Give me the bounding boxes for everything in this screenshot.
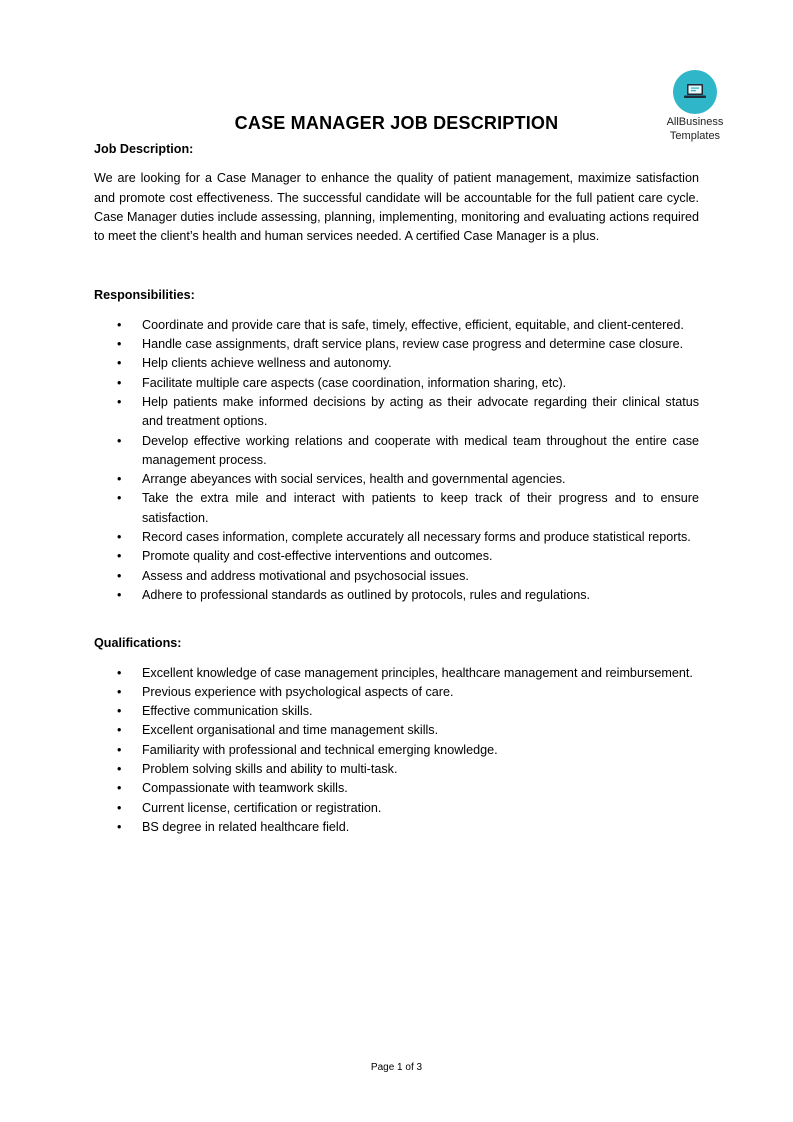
responsibility-item	[94, 586, 699, 605]
bullet-icon: •	[117, 491, 122, 506]
qualification-item-text: Previous experience with psychological aspects of care.	[142, 684, 454, 699]
bullet-icon: •	[117, 433, 122, 448]
responsibility-item	[94, 374, 699, 393]
responsibility-item-text: Develop effective working relations and cooperate with medical team throughout the entire case management process.	[142, 433, 699, 467]
responsibility-item	[94, 432, 699, 471]
qualification-item	[94, 702, 699, 721]
page-title: CASE MANAGER JOB DESCRIPTION	[234, 113, 559, 133]
qualification-item	[94, 818, 699, 837]
bullet-icon: •	[117, 337, 122, 352]
responsibility-item	[94, 547, 699, 566]
bullet-icon: •	[117, 568, 122, 583]
bullet-icon: •	[117, 356, 122, 371]
responsibility-item-text: Coordinate and provide care that is safe, timely, effective, efficient, equitable, and client-centered.	[142, 317, 684, 332]
qualification-item-text: Problem solving skills and ability to multi-task.	[142, 762, 398, 777]
qualification-item	[94, 799, 699, 818]
qualification-item-text: Current license, certification or registration.	[142, 800, 382, 815]
responsibility-item-text: Assess and address motivational and psychosocial issues.	[142, 568, 469, 583]
qualifications-heading: Qualifications:	[94, 636, 182, 651]
responsibility-item-text: Help patients make informed decisions by acting as their advocate regarding their clinical status and treatment options.	[142, 394, 699, 429]
qualification-item-text: Compassionate with teamwork skills.	[142, 781, 348, 796]
responsibility-item	[94, 489, 699, 528]
logo-text-line1: AllBusiness	[666, 116, 724, 128]
bullet-icon: •	[117, 684, 122, 699]
document-body	[94, 140, 699, 837]
responsibility-item	[94, 470, 699, 489]
responsibility-item	[94, 393, 699, 432]
responsibility-item	[94, 316, 699, 335]
logo-text-line2: Templates	[669, 130, 721, 142]
responsibility-item-text: Promote quality and cost-effective interventions and outcomes.	[142, 549, 493, 564]
bullet-icon: •	[117, 704, 122, 719]
bullet-icon: •	[117, 723, 122, 738]
responsibility-item	[94, 354, 699, 373]
qualification-item	[94, 721, 699, 740]
qualification-item-text: Excellent organisational and time management skills.	[142, 723, 439, 738]
bullet-icon: •	[117, 665, 122, 680]
bullet-icon: •	[117, 762, 122, 777]
bullet-icon: •	[117, 317, 122, 332]
qualification-item	[94, 664, 699, 683]
responsibility-item-text: Help clients achieve wellness and autonomy.	[142, 356, 392, 371]
qualification-item-text: BS degree in related healthcare field.	[142, 819, 350, 834]
bullet-icon: •	[117, 472, 122, 487]
bullet-icon: •	[117, 549, 122, 564]
laptop-icon	[684, 83, 706, 100]
bullet-icon: •	[117, 800, 122, 815]
logo-circle	[673, 70, 717, 114]
responsibility-item	[94, 567, 699, 586]
responsibility-item-text: Record cases information, complete accurately all necessary forms and produce statistical reports.	[142, 530, 691, 545]
bullet-icon: •	[117, 530, 122, 545]
bullet-icon: •	[117, 587, 122, 602]
bullet-icon: •	[117, 781, 122, 796]
qualification-item	[94, 760, 699, 779]
responsibility-item-text: Facilitate multiple care aspects (case coordination, information sharing, etc).	[142, 375, 567, 390]
qualification-item	[94, 779, 699, 798]
responsibility-item-text: Arrange abeyances with social services, health and governmental agencies.	[142, 472, 566, 487]
qualification-item-text: Familiarity with professional and technical emerging knowledge.	[142, 742, 498, 757]
responsibilities-list	[94, 316, 699, 605]
responsibility-item-text: Adhere to professional standards as outlined by protocols, rules and regulations.	[142, 587, 591, 602]
qualification-item-text: Excellent knowledge of case management principles, healthcare management and reimbursement.	[142, 665, 693, 680]
qualification-item	[94, 741, 699, 760]
page-footer: Page 1 of 3	[370, 1062, 423, 1073]
responsibility-item	[94, 528, 699, 547]
responsibilities-heading: Responsibilities:	[94, 288, 195, 303]
bullet-icon: •	[117, 394, 122, 409]
job-description-text: We are looking for a Case Manager to enhance the quality of patient management, maximize satisfaction and promote cost effectiveness. The successful candidate will be accountable for the full patient care cycle. Case Manager duties include assessing, planning, implementing, monitoring and evaluating actions required to meet the client’s health and human services needed. A certified Case Manager is a plus.	[94, 171, 699, 244]
qualification-item	[94, 683, 699, 702]
bullet-icon: •	[117, 375, 122, 390]
responsibility-item-text: Take the extra mile and interact with patients to keep track of their progress and to ensure satisfaction.	[142, 491, 699, 525]
bullet-icon: •	[117, 742, 122, 757]
responsibility-item-text: Handle case assignments, draft service plans, review case progress and determine case closure.	[142, 337, 684, 352]
qualifications-list	[94, 664, 699, 838]
job-description-heading: Job Description:	[94, 142, 194, 156]
qualification-item-text: Effective communication skills.	[142, 704, 313, 719]
bullet-icon: •	[117, 819, 122, 834]
responsibility-item	[94, 335, 699, 354]
